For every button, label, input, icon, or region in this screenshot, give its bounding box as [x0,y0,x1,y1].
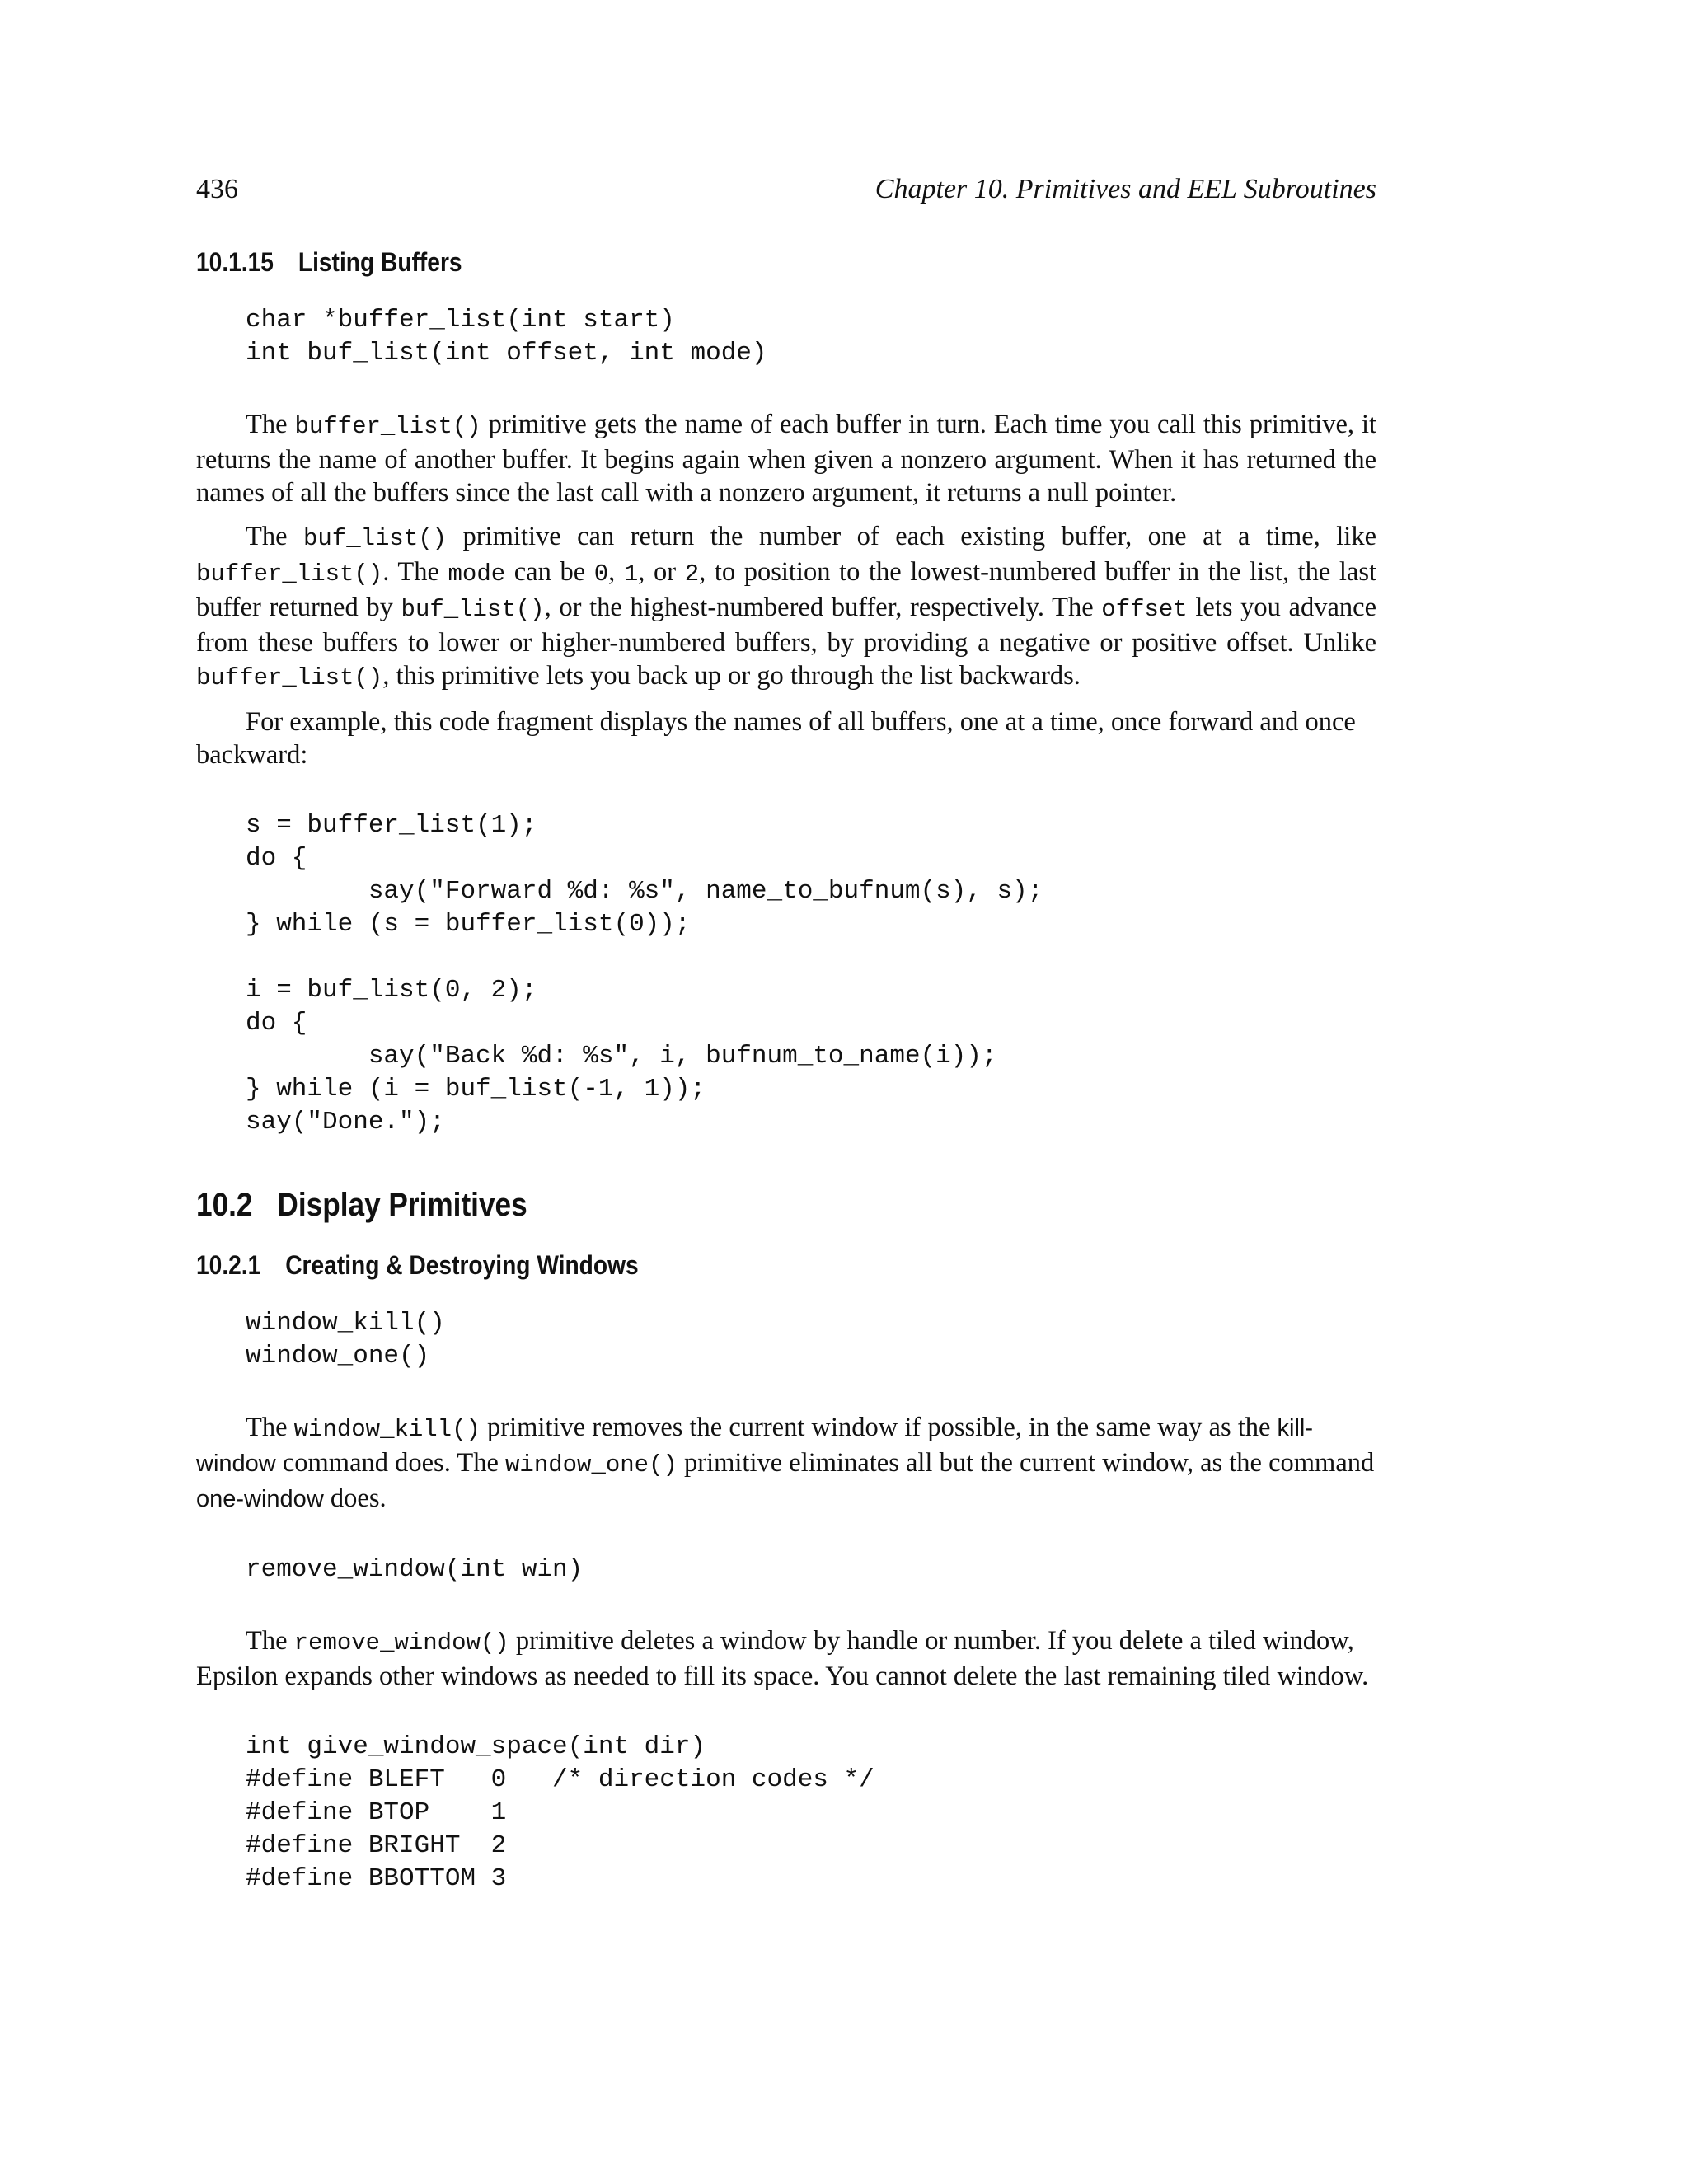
inline-code: buffer_list() [196,664,383,691]
code-signature-buffer-list: char *buffer_list(int start) int buf_list(int offset, int mode) [246,306,767,368]
section-heading-10-1-15 [196,243,1235,281]
running-head [196,169,1376,210]
inline-code: offset [1101,596,1188,623]
paragraph-example-intro: For example, this code fragment displays the names of all buffers, one at a time, once forward and once backward: [196,707,1356,770]
section-title: Listing Buffers [298,247,462,277]
inline-code: window_kill() [293,1416,481,1443]
command-name: kill-window [196,1415,1314,1477]
inline-code: buffer_list() [294,413,481,440]
inline-code: remove_window() [293,1629,509,1657]
inline-code: 2 [684,560,700,588]
inline-code: buf_list() [303,525,448,552]
section-number: 10.2 [196,1187,253,1223]
inline-code: 0 [593,560,609,588]
page-number: 436 [196,174,238,204]
inline-code: buf_list() [401,596,545,623]
inline-code: buffer_list() [196,560,383,588]
inline-code: mode [448,560,506,588]
section-title: Creating & Destroying Windows [285,1250,639,1280]
section-number: 10.2.1 [196,1250,261,1280]
section-heading-10-2-1 [196,1246,1235,1284]
code-signature-window-kill: window_kill() window_one() [246,1309,445,1371]
chapter-title: Chapter 10. Primitives and EEL Subroutines [874,174,1376,204]
section-title: Display Primitives [277,1187,528,1223]
code-example-buffer-loop: s = buffer_list(1); do { say("Forward %d: %s", name_to_bufnum(s), s); } while (s = buffer_list(0)); i = buf_list(0, 2); do { say("Back %d: %s", i, bufnum_to_name(i)); } while (i = buf_list(-1, 1)); say("Done."); [246,811,1043,1137]
page-content [196,169,1376,1896]
code-signature-remove-window: remove_window(int win) [246,1555,584,1584]
paragraph-window-kill: The window_kill() primitive removes the current window if possible, in the same way as the kill-window command does. The window_one() primitive eliminates all but the current window, as the command one-window does. [196,1413,1375,1513]
code-signature-give-window-space: int give_window_space(int dir) #define BLEFT 0 /* direction codes */ #define BTOP 1 #define BRIGHT 2 #define BBOTTOM 3 [246,1732,874,1893]
command-name: one-window [196,1486,324,1512]
paragraph-remove-window: The remove_window() primitive deletes a window by handle or number. If you delete a tiled window, Epsilon expands other windows as needed to fill its space. You cannot delete the last remaining tiled window. [196,1626,1369,1691]
section-number: 10.1.15 [196,247,274,277]
paragraph-buffer-list: The buffer_list() primitive gets the name of each buffer in turn. Each time you call this primitive, it returns the name of another buffer. It begins again when given a nonzero argument. When it has returned the names of all the buffers since the last call with a nonzero argument, it returns a null pointer. [196,410,1377,508]
paragraph-buf-list: The buf_list() primitive can return the number of each existing buffer, one at a time, like buffer_list(). The mode can be 0, 1, or 2, to position to the lowest-numbered buffer in the list, the last buffer returned by buf_list(), or the highest-numbered buffer, respectively. The offset lets you advance from these buffers to lower or higher-numbered buffers, by providing a negative or positive offset. Unlike buffer_list(), this primitive lets you back up or go through the list backwards. [196,522,1377,691]
inline-code: window_one() [505,1451,678,1479]
inline-code: 1 [623,560,639,588]
section-heading-10-2 [196,1182,1235,1228]
